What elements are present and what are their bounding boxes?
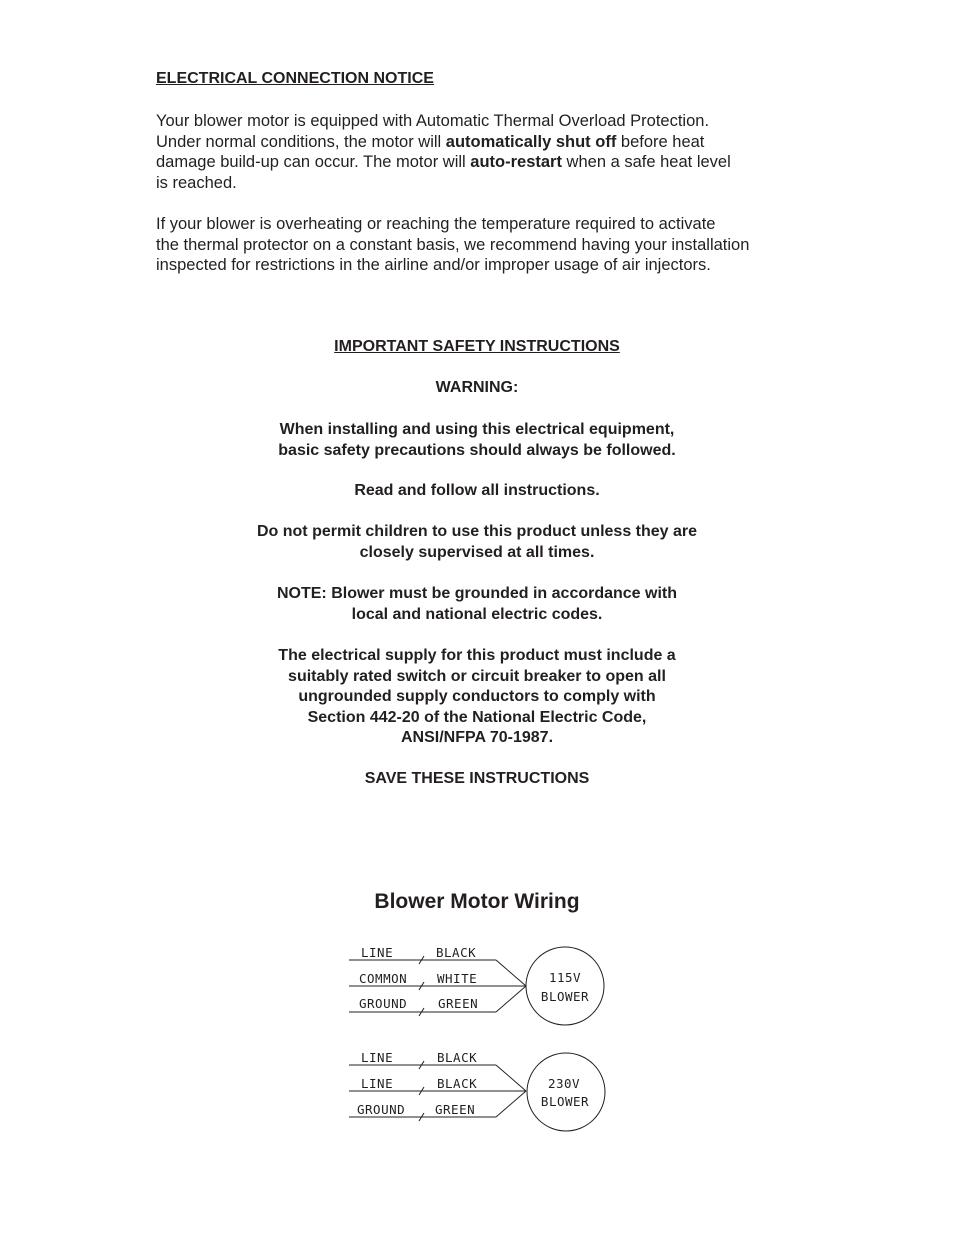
safety-line: local and national electric codes. (351, 605, 603, 623)
d1-motor-label: BLOWER (540, 989, 590, 1004)
safety-line: When installing and using this electrical equipment, (279, 421, 675, 438)
p1-line-1: Your blower motor is equipped with Automatic Thermal Overload Protection. (156, 112, 710, 130)
d1-row3-color: GREEN (438, 996, 479, 1011)
d2-row3-color: GREEN (435, 1102, 476, 1117)
p1-text: when a safe heat level (561, 153, 731, 172)
p1-text: Under normal conditions, the motor will (156, 132, 446, 151)
d1-row2-label: COMMON (359, 971, 408, 986)
electrical-notice-title: ELECTRICAL CONNECTION NOTICE (156, 70, 434, 87)
p2-line: If your blower is overheating or reaching the temperature required to activate (156, 215, 716, 233)
safety-line: Section 442-20 of the National Electric Code, (307, 708, 647, 726)
p2-line: inspected for restrictions in the airline and/or improper usage of air injectors. (156, 256, 711, 275)
wiring-title: Blower Motor Wiring (374, 890, 580, 913)
d2-row1-color: BLACK (437, 1050, 478, 1065)
safety-line: NOTE: Blower must be grounded in accordance with (276, 585, 678, 602)
d1-row2-color: WHITE (437, 971, 478, 986)
d1-row1-color: BLACK (436, 945, 477, 960)
safety-block-read: Read and follow all instructions. (354, 482, 600, 499)
p1-text: damage build-up can occur. The motor will (156, 153, 471, 172)
d2-row2-color: BLACK (437, 1076, 478, 1091)
safety-line: ungrounded supply conductors to comply with (298, 688, 656, 706)
safety-line: closely supervised at all times. (359, 543, 595, 561)
d1-motor-voltage: 115V (548, 970, 582, 985)
d2-row2-label: LINE (361, 1076, 394, 1091)
d1-row3-label: GROUND (359, 996, 408, 1011)
d2-row3-label: GROUND (357, 1102, 406, 1117)
motor-230v-circle (527, 1053, 605, 1131)
safety-line: The electrical supply for this product must include a (278, 647, 676, 664)
safety-line: ANSI/NFPA 70-1987. (400, 729, 554, 747)
motor-115v-circle (526, 947, 604, 1025)
safety-line: suitably rated switch or circuit breaker to open all (288, 667, 666, 685)
safety-line: Do not permit children to use this product unless they are (256, 523, 698, 540)
save-instructions: SAVE THESE INSTRUCTIONS (364, 770, 590, 787)
d2-row1-label: LINE (361, 1050, 394, 1065)
d2-motor-voltage: 230V (547, 1076, 581, 1091)
p1-text: before heat (616, 132, 705, 151)
d1-row1-label: LINE (361, 945, 394, 960)
safety-title: IMPORTANT SAFETY INSTRUCTIONS (334, 338, 620, 355)
p1-text: is reached. (156, 173, 237, 192)
p1-bold-shutoff: automatically shut off (445, 132, 617, 151)
p1-bold-restart: auto-restart (470, 153, 562, 172)
safety-line: basic safety precautions should always be followed. (278, 441, 676, 459)
d2-motor-label: BLOWER (540, 1094, 590, 1109)
p2-line: the thermal protector on a constant basis, we recommend having your installation (156, 235, 750, 254)
warning-heading: WARNING: (435, 379, 519, 396)
